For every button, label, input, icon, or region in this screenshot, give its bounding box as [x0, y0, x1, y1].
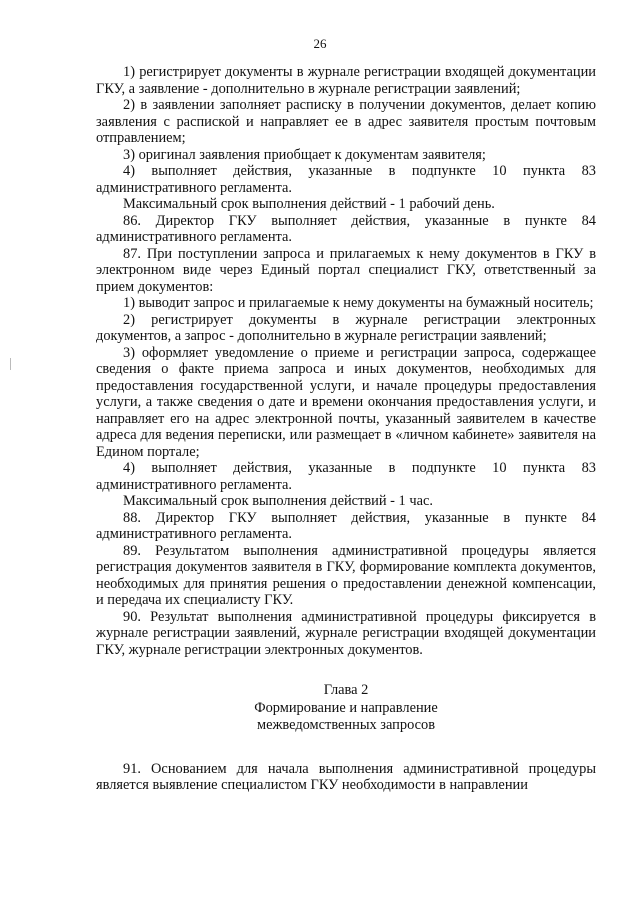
- paragraph: 88. Директор ГКУ выполняет действия, указанные в пункте 84 административного регламента.: [96, 509, 596, 542]
- paragraph: 3) оригинал заявления приобщает к документам заявителя;: [123, 146, 486, 163]
- chapter-title-line: межведомственных запросов: [256, 717, 436, 733]
- paragraph: 2) регистрирует документы в журнале регистрации электронных документов, а запрос - дополнительно в журнале регистрации заявлений;: [96, 311, 596, 344]
- paragraph: 90. Результат выполнения административной процедуры фиксируется в журнале регистрации заявлений, журнале регистрации входящей документации ГКУ, журнале регистрации электронных документов.: [96, 608, 596, 658]
- margin-mark: [10, 358, 11, 370]
- paragraph: 87. При поступлении запроса и прилагаемых к нему документов в ГКУ в электронном виде через Единый портал специалист ГКУ, ответственный за прием документов:: [96, 245, 596, 295]
- chapter-heading: [96, 682, 596, 735]
- chapter-title-line: Формирование и направление: [254, 699, 438, 716]
- paragraph: 3) оформляет уведомление о приеме и регистрации запроса, содержащее сведения о факте приема запроса и иных документов, необходимых для предоставления государственной услуги, и начале процедуры предоставления услуги, а также сведения о дате и времени окончания предоставления услуги, и направляет его на адрес электронной почты, указанный заявителем в качестве адреса для ведения переписки, или размещает в «личном кабинете» заявителя на Едином портале;: [96, 344, 596, 460]
- paragraph: 4) выполняет действия, указанные в подпункте 10 пункта 83 административного регламента.: [96, 460, 596, 493]
- paragraph: 1) регистрирует документы в журнале регистрации входящей документации ГКУ, а заявление - дополнительно в журнале регистрации заявлений;: [96, 64, 596, 97]
- chapter-number: Глава 2: [323, 682, 369, 698]
- paragraph: 86. Директор ГКУ выполняет действия, указанные в пункте 84 административного регламента.: [96, 212, 596, 245]
- paragraph: 91. Основанием для начала выполнения административной процедуры является выявление специалистом ГКУ необходимости в направлении: [96, 760, 596, 793]
- paragraph: Максимальный срок выполнения действий - 1 рабочий день.: [123, 196, 495, 212]
- document-body: [96, 64, 596, 794]
- paragraph: 4) выполняет действия, указанные в подпункте 10 пункта 83 административного регламента.: [96, 163, 596, 196]
- page-number: 26: [313, 36, 327, 51]
- paragraph: 2) в заявлении заполняет расписку в получении документов, делает копию заявления с распиской и направляет ее в адрес заявителя простым почтовым отправлением;: [96, 97, 596, 146]
- paragraph: Максимальный срок выполнения действий - 1 час.: [123, 493, 433, 509]
- paragraph: 1) выводит запрос и прилагаемые к нему документы на бумажный носитель;: [123, 295, 594, 311]
- paragraph: 89. Результатом выполнения административной процедуры является регистрация документов заявителя в ГКУ, формирование комплекта документов, необходимых для принятия решения о предоставлении денежной компенсации, и передача их специалисту ГКУ.: [96, 542, 596, 608]
